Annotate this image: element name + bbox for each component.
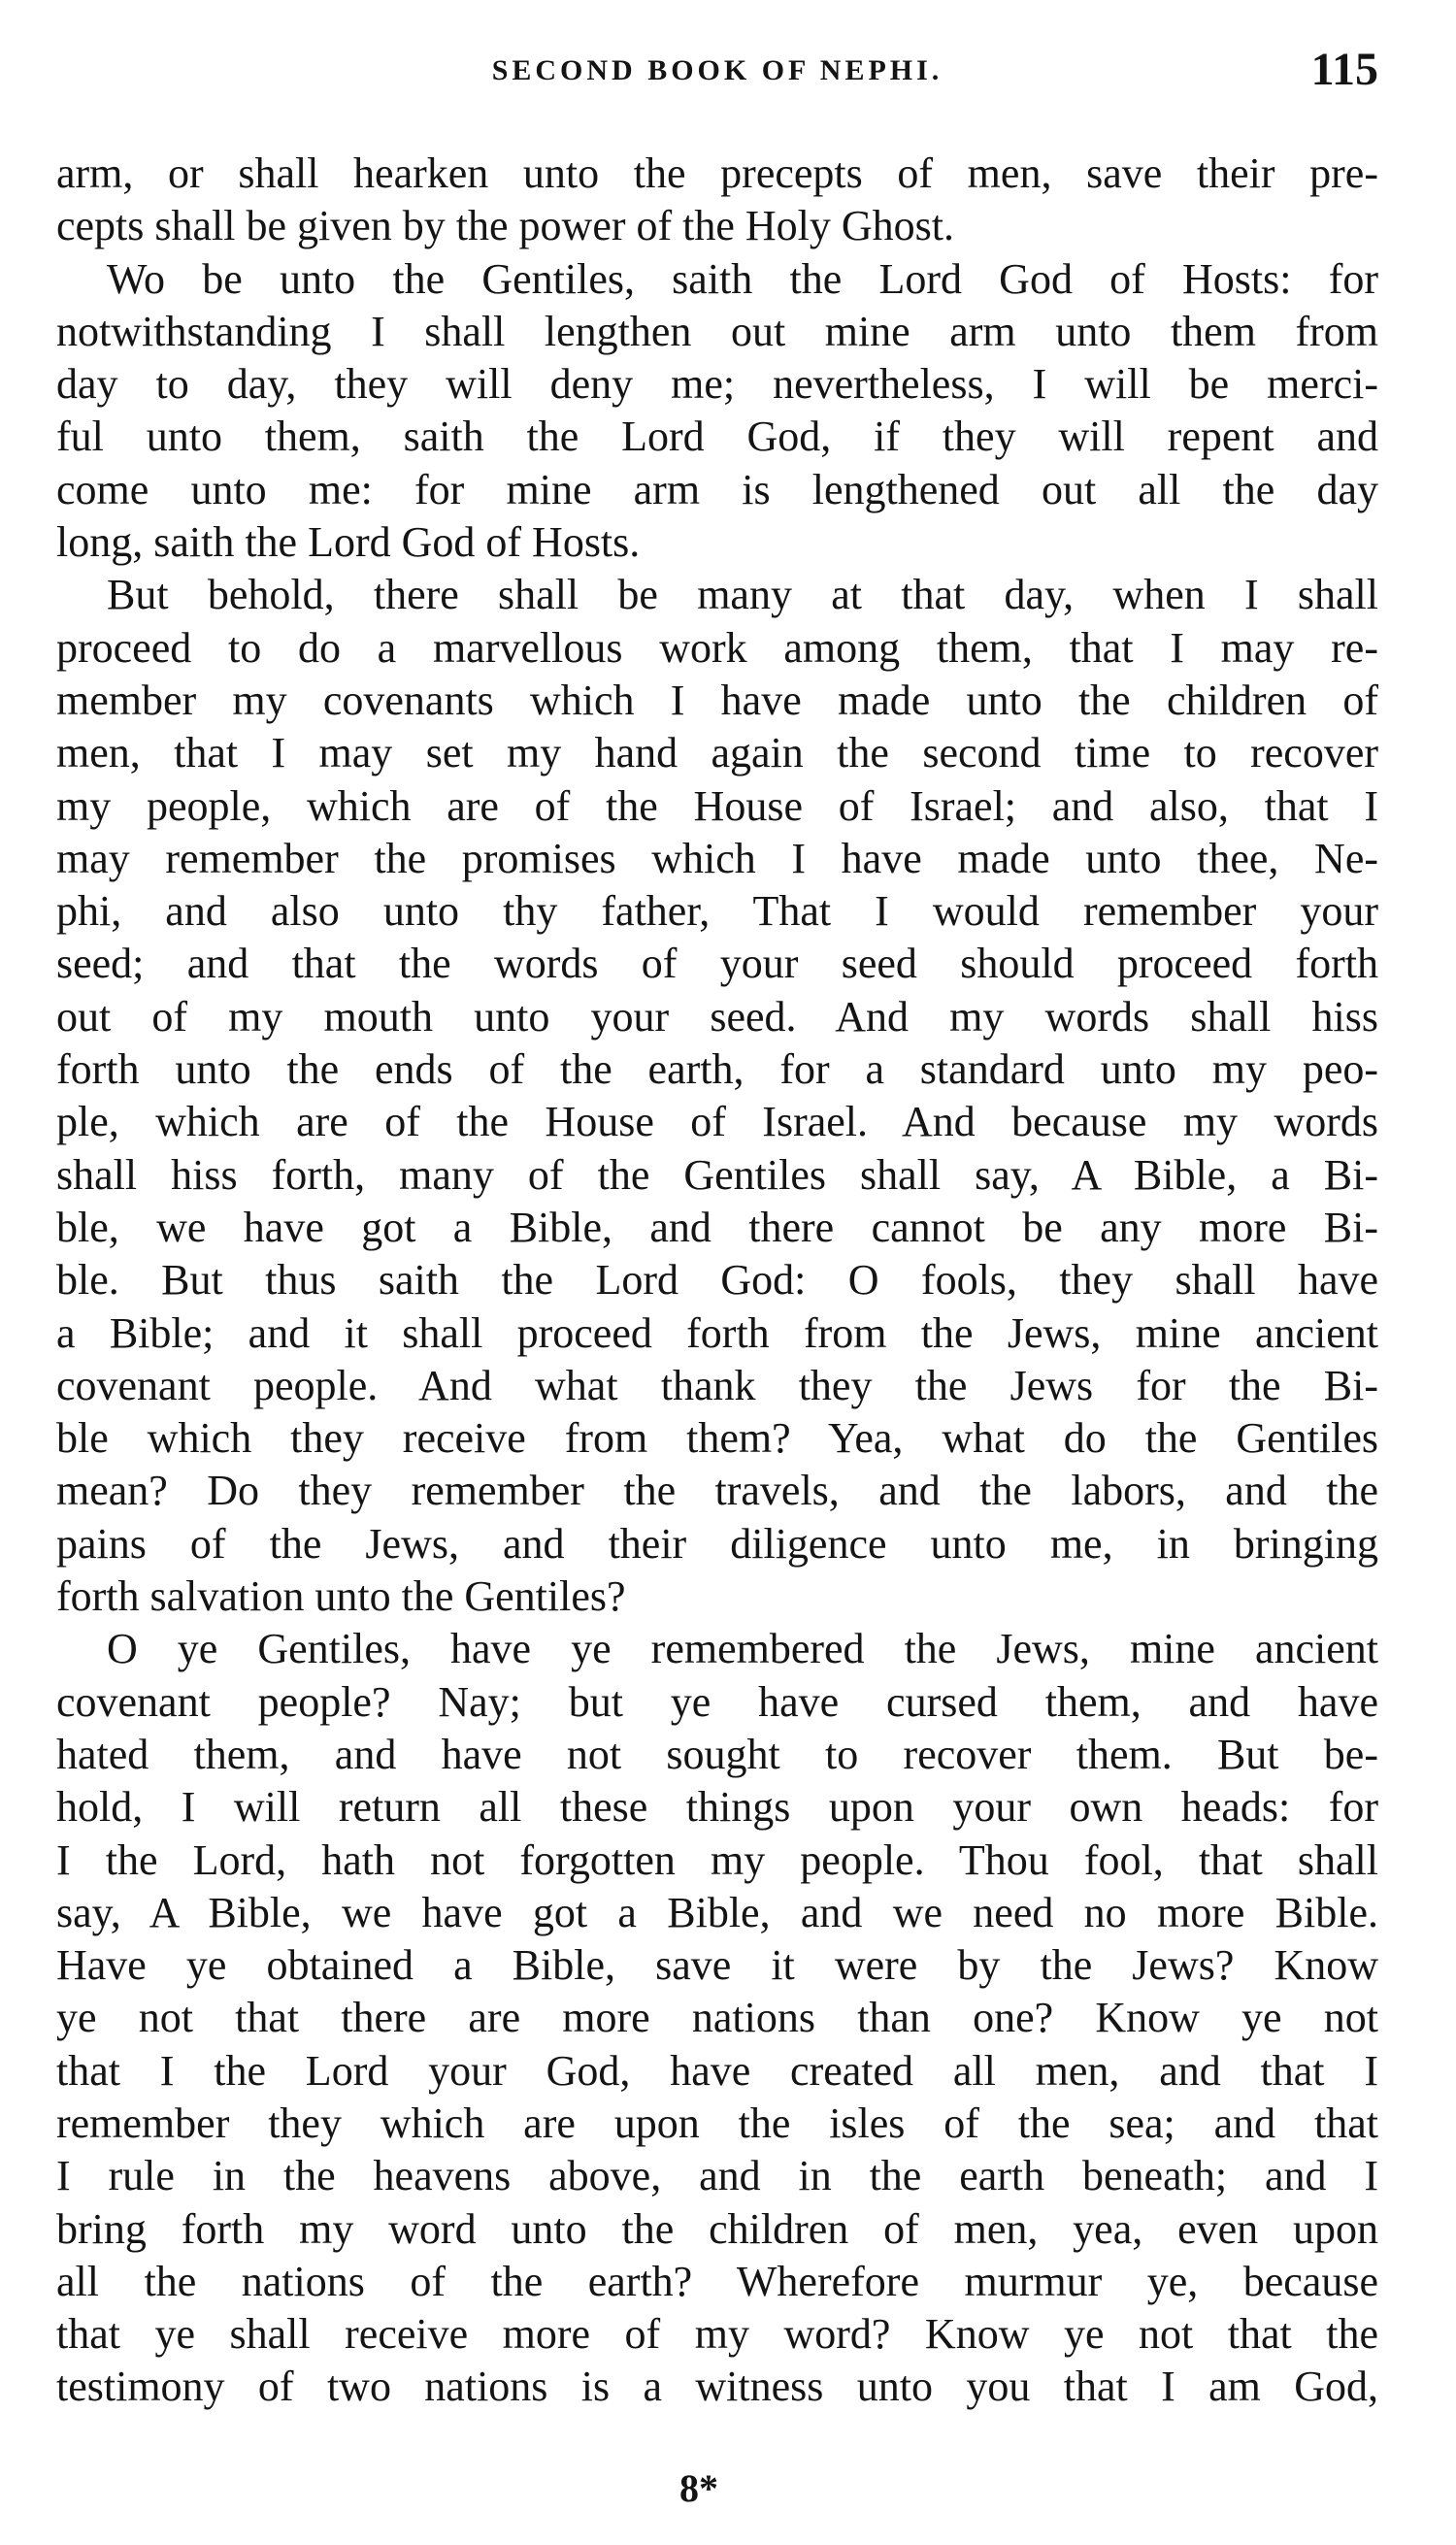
text-line: seed; and that the words of your seed should proceed forth [56, 940, 1378, 988]
text-line: testimony of two nations is a witness unto you that I am God, [56, 2363, 1378, 2411]
running-head [56, 39, 1378, 116]
text-line: all the nations of the earth? Wherefore murmur ye, because [56, 2257, 1378, 2305]
text-line: say, A Bible, we have got a Bible, and we need no more Bible. [56, 1888, 1378, 1936]
text-line: ple, which are of the House of Israel. And because my words [56, 1098, 1378, 1146]
text-line: my people, which are of the House of Israel; and also, that I [56, 781, 1378, 830]
text-line: ful unto them, saith the Lord God, if they will repent and [56, 413, 1378, 461]
text-line: proceed to do a marvellous work among them, that I may re- [56, 623, 1378, 672]
text-line: cepts shall be given by the power of the Holy Ghost. [56, 202, 955, 250]
text-line: But behold, there shall be many at that day, when I shall [107, 571, 1378, 619]
page-number: 115 [1310, 44, 1378, 95]
text-line: day to day, they will deny me; nevertheless, I will be merci- [56, 360, 1378, 409]
running-title: SECOND BOOK OF NEPHI. [491, 54, 943, 86]
body-text [56, 148, 1378, 2414]
text-line: covenant people? Nay; but ye have cursed them, and have [56, 1677, 1378, 1726]
text-line: forth unto the ends of the earth, for a standard unto my peo- [56, 1045, 1378, 1094]
text-line: remember they which are upon the isles of the sea; and that [56, 2099, 1378, 2147]
text-line: long, saith the Lord God of Hosts. [56, 518, 641, 567]
text-line: bring forth my word unto the children of men, yea, even upon [56, 2204, 1378, 2253]
text-line: may remember the promises which I have made unto thee, Ne- [56, 834, 1378, 882]
text-line: I rule in the heavens above, and in the earth beneath; and I [56, 2152, 1378, 2200]
text-line: men, that I may set my hand again the second time to recover [56, 729, 1378, 777]
text-line: Have ye obtained a Bible, save it were by the Jews? Know [56, 1941, 1378, 1990]
text-line: come unto me: for mine arm is lengthened out all the day [56, 465, 1378, 513]
text-line: I the Lord, hath not forgotten my people. Thou fool, that shall [56, 1835, 1378, 1884]
text-line: covenant people. And what thank they the Jews for the Bi- [56, 1361, 1378, 1409]
text-line: member my covenants which I have made unto the children of [56, 676, 1378, 724]
text-line: arm, or shall hearken unto the precepts of men, save their pre- [56, 149, 1378, 197]
text-line: hated them, and have not sought to recover them. But be- [56, 1730, 1378, 1778]
text-line: phi, and also unto thy father, That I would remember your [56, 887, 1378, 936]
text-line: Wo be unto the Gentiles, saith the Lord God of Hosts: for [107, 254, 1378, 303]
text-line: O ye Gentiles, have ye remembered the Jews, mine ancient [107, 1625, 1378, 1673]
text-line: ble, we have got a Bible, and there cannot be any more Bi- [56, 1203, 1378, 1251]
text-line: mean? Do they remember the travels, and the labors, and the [56, 1467, 1378, 1515]
text-line: hold, I will return all these things upon your own heads: for [56, 1783, 1378, 1832]
text-line: shall hiss forth, many of the Gentiles shall say, A Bible, a Bi- [56, 1150, 1378, 1199]
text-line: ye not that there are more nations than one? Know ye not [56, 1994, 1378, 2042]
text-line: forth salvation unto the Gentiles? [56, 1572, 626, 1621]
text-line: pains of the Jews, and their diligence unto me, in bringing [56, 1519, 1378, 1568]
text-line: notwithstanding I shall lengthen out mine arm unto them from [56, 307, 1378, 355]
text-line: out of my mouth unto your seed. And my words shall hiss [56, 992, 1378, 1041]
text-line: ble which they receive from them? Yea, what do the Gentiles [56, 1414, 1378, 1463]
text-line: that ye shall receive more of my word? Know ye not that the [56, 2310, 1378, 2359]
text-line: a Bible; and it shall proceed forth from the Jews, mine ancient [56, 1308, 1378, 1357]
text-line: ble. But thus saith the Lord God: O fools, they shall have [56, 1256, 1378, 1305]
text-line: that I the Lord your God, have created all men, and that I [56, 2046, 1378, 2095]
signature-mark: 8* [679, 2466, 718, 2510]
